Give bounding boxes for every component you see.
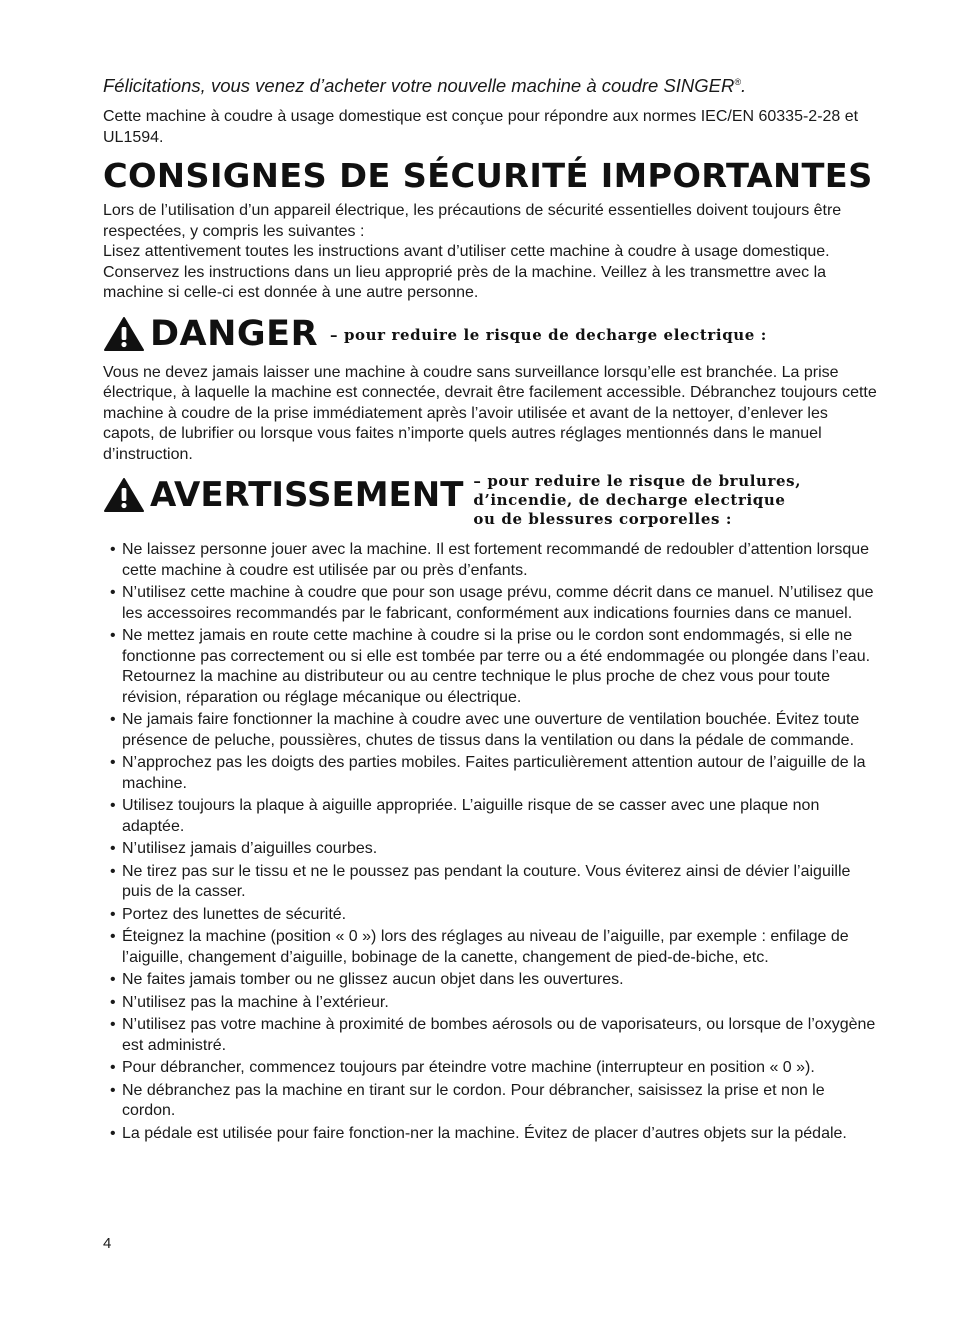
bullet: • — [110, 1081, 116, 1099]
manual-page — [103, 70, 878, 1146]
bullet: • — [110, 905, 116, 923]
avertissement-subtitle-line: ou de blessures corporelles : — [473, 510, 732, 528]
read-instructions: Lisez attentivement toutes les instructions avant d’utiliser cette machine à coudre à usage domestique. Conservez les instructions dans un lieu approprié près de la machine. Veillez à les transmettre avec la machine si celle-ci est donnée à une autre personne. — [103, 243, 830, 301]
bullet: • — [110, 862, 116, 880]
bullet: • — [110, 1059, 116, 1076]
bullet: • — [110, 797, 116, 814]
list-item — [103, 540, 878, 581]
list-item — [103, 753, 878, 794]
bullet: • — [110, 840, 116, 857]
avertissement-word: AVERTISSEMENT — [150, 475, 464, 515]
list-item — [103, 993, 878, 1014]
list-item-text: N’utilisez jamais d’aiguilles courbes. — [122, 840, 378, 857]
list-item-text: Ne mettez jamais en route cette machine à coudre si la prise ou le cordon sont endommagés, si elle ne fonctionne pas correctement ou si elle est tombée par terre ou a été endommagée ou plongée dans l’eau. Retournez la machine au distributeur ou au centre technique le plus proche de chez vous pour toute révision, réparation ou réglage mécanique ou électrique. — [122, 627, 871, 706]
list-item — [103, 1081, 878, 1122]
avertissement-subtitle — [473, 472, 801, 529]
list-item-text: Ne débranchez pas la machine en tirant sur le cordon. Pour débrancher, saisissez la prise et non le cordon. — [122, 1081, 825, 1119]
list-item-text: Portez des lunettes de sécurité. — [122, 905, 347, 923]
bullet: • — [110, 754, 116, 771]
bullet: • — [110, 971, 116, 988]
list-item — [103, 1015, 878, 1056]
list-item-text: Ne faites jamais tomber ou ne glissez aucun objet dans les ouvertures. — [122, 971, 624, 988]
bullet: • — [110, 627, 116, 644]
list-item-text: Utilisez toujours la plaque à aiguille appropriée. L’aiguille risque de se casser avec une plaque non adaptée. — [122, 797, 820, 835]
list-item-text: N’utilisez pas la machine à l’extérieur. — [122, 993, 389, 1011]
warning-list — [103, 540, 878, 1144]
bullet: • — [110, 711, 116, 728]
list-item-text: N’utilisez cette machine à coudre que pour son usage prévu, comme décrit dans ce manuel. N’utilisez que les accessoires recommandés par le fabricant, conformément aux indications fournies dans ce manuel. — [122, 584, 874, 622]
bullet: • — [110, 541, 116, 558]
list-item — [103, 1058, 878, 1079]
bullet: • — [110, 1016, 116, 1033]
list-item — [103, 626, 878, 708]
standards-intro: Cette machine à coudre à usage domestique est conçue pour répondre aux normes IEC/EN 60335-2-28 et UL1594. — [103, 108, 859, 146]
list-item — [103, 927, 878, 968]
danger-word: DANGER — [150, 313, 319, 354]
danger-subtitle: – pour reduire le risque de decharge electrique : — [330, 325, 767, 344]
congratulations-text: Félicitations, vous venez d’acheter votre nouvelle machine à coudre SINGER — [103, 75, 735, 96]
list-item — [103, 1124, 878, 1145]
page-number: 4 — [103, 1235, 112, 1252]
warning-triangle-icon — [103, 316, 145, 352]
list-item-text: Ne laissez personne jouer avec la machine. Il est fortement recommandé de redoubler d’attention lorsque cette machine à coudre est utilisée par ou près d’enfants. — [122, 541, 870, 579]
page-title: CONSIGNES DE SÉCURITÉ IMPORTANTES — [103, 156, 873, 195]
list-item-text: Pour débrancher, commencez toujours par éteindre votre machine (interrupteur en position « 0 »). — [122, 1059, 815, 1076]
registered-mark: ® — [734, 77, 742, 87]
warning-triangle-icon — [103, 477, 145, 513]
bullet: • — [110, 993, 116, 1011]
list-item-text: N’utilisez pas votre machine à proximité de bombes aérosols ou de vaporisateurs, ou lorsque de l’oxygène est administré. — [122, 1016, 876, 1054]
bullet: • — [110, 1124, 116, 1142]
list-item-text: Ne tirez pas sur le tissu et ne le poussez pas pendant la couture. Vous éviterez ainsi de dévier l’aiguille puis de la casser. — [122, 862, 851, 900]
list-item — [103, 862, 878, 903]
congratulations-line — [103, 70, 878, 98]
list-item-text: La pédale est utilisée pour faire fonction-ner la machine. Évitez de placer d’autres objets sur la pédale. — [122, 1124, 847, 1142]
list-item — [103, 710, 878, 751]
general-precautions: Lors de l’utilisation d’un appareil électrique, les précautions de sécurité essentielles doivent toujours être respectées, y compris les suivantes : — [103, 202, 842, 240]
list-item-text: N’approchez pas les doigts des parties mobiles. Faites particulièrement attention autour de l’aiguille de la machine. — [122, 754, 866, 792]
list-item — [103, 970, 878, 991]
danger-text: Vous ne devez jamais laisser une machine à coudre sans surveillance lorsqu’elle est branchée. La prise électrique, à laquelle la machine est connectée, devrait être facilement accessible. Débranchez toujours cette machine à coudre de la prise immédiatement après l’avoir utilisée et avant de la nettoyer, d’enlever les capots, de lubrifier ou lorsque vous faites n’importe quels autres réglages mentionnés dans le manuel d’instruction. — [103, 363, 877, 463]
list-item-text: Ne jamais faire fonctionner la machine à coudre avec une ouverture de ventilation bouchée. Évitez toute présence de peluche, poussières, chutes de tissus dans la ventilation ou dans la pédale de commande. — [122, 711, 860, 749]
avertissement-subtitle-line: – pour reduire le risque de brulures, — [473, 472, 802, 490]
avertissement-heading — [103, 472, 878, 529]
list-item-text: Éteignez la machine (position « 0 ») lors des réglages au niveau de l’aiguille, par exemple : enfilage de l’aiguille, changement d’aiguille, bobinage de la canette, changement de pied-de-biche, etc. — [122, 928, 849, 966]
list-item — [103, 583, 878, 624]
bullet: • — [110, 928, 116, 945]
avertissement-subtitle-line: d’incendie, de decharge electrique — [473, 491, 786, 509]
danger-heading — [103, 313, 878, 354]
list-item — [103, 905, 878, 926]
congratulations-period: . — [741, 75, 747, 96]
list-item — [103, 796, 878, 837]
bullet: • — [110, 584, 116, 601]
list-item — [103, 839, 878, 860]
